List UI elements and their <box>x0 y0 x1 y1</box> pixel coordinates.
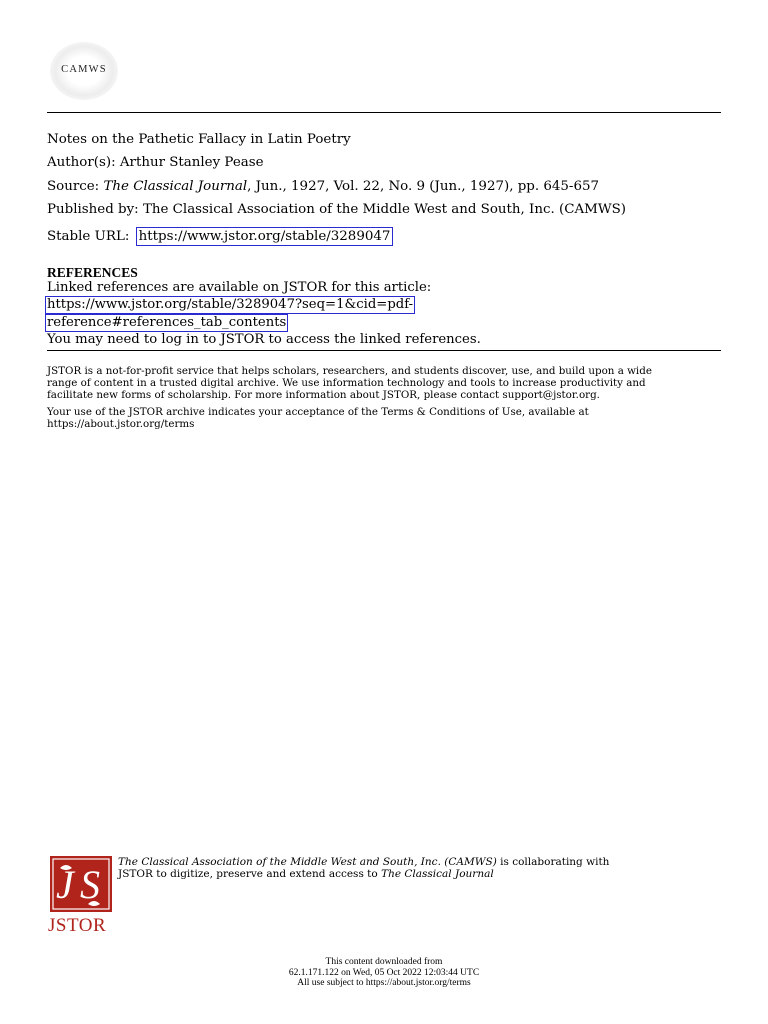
references-link[interactable] <box>47 296 481 332</box>
terms-link[interactable]: https://about.jstor.org/terms <box>47 418 195 430</box>
jstor-notice: JSTOR is a not-for-profit service that helps scholars, researchers, and students discover, use, and build upon a wide range of content in a trusted digital archive. We use information technology and tools to increase productivity and facilitate new forms of scholarship. For more information about JSTOR, please contact support@jstor.org. <box>47 365 652 401</box>
camws-logo-text: CAMWS <box>61 64 107 75</box>
stable-url-link[interactable]: https://www.jstor.org/stable/3289047 <box>136 227 394 246</box>
author-name: Arthur Stanley Pease <box>119 155 264 170</box>
references-link-line2[interactable]: reference#references_tab_contents <box>47 315 287 330</box>
collab-journal: The Classical Journal <box>381 868 494 880</box>
terms-notice: Your use of the JSTOR archive indicates your acceptance of the Terms & Conditions of Use, available at https://about.jstor.org/terms <box>47 406 589 430</box>
references-link-line1[interactable]: https://www.jstor.org/stable/3289047?seq=1&cid=pdf- <box>47 297 414 312</box>
top-divider <box>47 112 721 113</box>
article-stable-url <box>47 228 393 246</box>
article-author <box>47 154 264 172</box>
middle-divider <box>47 350 721 351</box>
svg-text:J: J <box>56 862 74 907</box>
source-details: , Jun., 1927, Vol. 22, No. 9 (Jun., 1927), pp. 645-657 <box>247 179 600 194</box>
collaboration-statement: The Classical Association of the Middle West and South, Inc. (CAMWS) is collaborating with JSTOR to digitize, preserve and extend access to The Classical Journal <box>118 856 610 880</box>
download-footer: This content downloaded from 62.1.171.122 on Wed, 05 Oct 2022 12:03:44 UTC All use subject to https://about.jstor.org/terms <box>288 957 480 988</box>
references-heading: REFERENCES <box>47 265 138 280</box>
journal-name: The Classical Journal <box>103 179 248 194</box>
jstor-logo-icon <box>50 856 112 912</box>
references-intro: Linked references are available on JSTOR for this article: <box>47 280 432 295</box>
stable-url-label: Stable URL: <box>47 229 130 244</box>
references-block <box>47 280 481 348</box>
references-login-note: You may need to log in to JSTOR to access the linked references. <box>47 332 481 347</box>
jstor-wordmark: JSTOR <box>48 915 107 936</box>
article-source <box>47 178 599 196</box>
source-label: Source: <box>47 179 100 194</box>
camws-logo <box>50 42 118 100</box>
svg-text:S: S <box>80 862 100 907</box>
article-publisher <box>47 201 626 219</box>
publisher-label: Published by: <box>47 202 139 217</box>
publisher-name: The Classical Association of the Middle West and South, Inc. (CAMWS) <box>142 202 627 217</box>
author-label: Author(s): <box>47 155 116 170</box>
collab-org: The Classical Association of the Middle West and South, Inc. (CAMWS) <box>118 856 497 868</box>
article-title: Notes on the Pathetic Fallacy in Latin Poetry <box>47 132 351 147</box>
